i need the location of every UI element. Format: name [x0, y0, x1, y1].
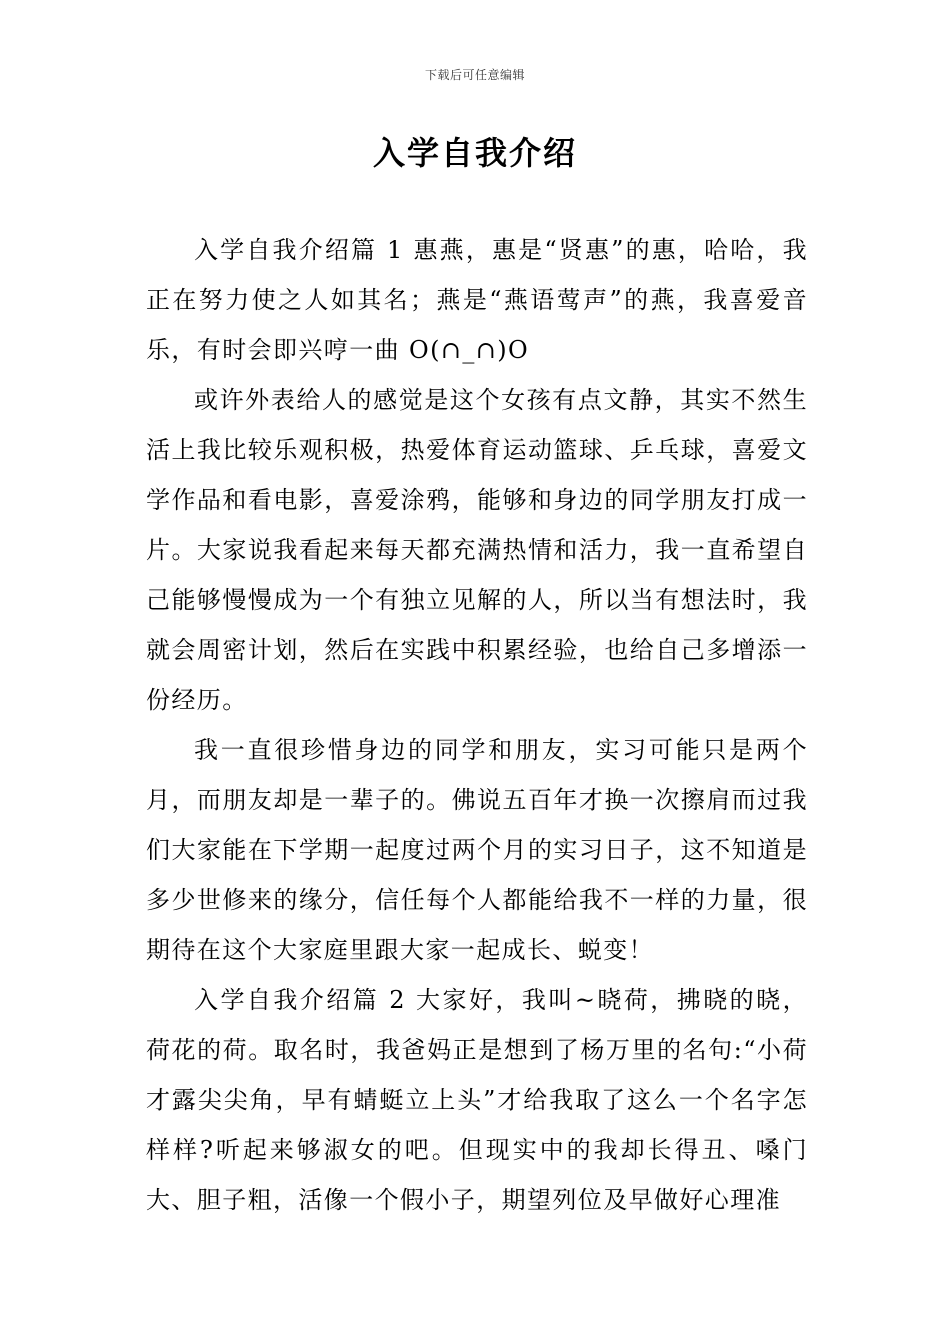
paragraph: 或许外表给人的感觉是这个女孩有点文静，其实不然生活上我比较乐观积极，热爱体育运动篮球、乒乓球，喜爱文学作品和看电影，喜爱涂鸦，能够和身边的同学朋友打成一片。大家说我看起来每天都充满热情和活力，我一直希望自己能够慢慢成为一个有独立见解的人，所以当有想法时，我就会周密计划，然后在实践中积累经验，也给自己多增添一份经历。 [146, 386, 808, 714]
page-header-note: 下载后可任意编辑 [424, 68, 525, 82]
paragraph: 入学自我介绍篇 1 惠燕，惠是“贤惠”的惠，哈哈，我正在努力使之人如其名；燕是“燕语莺声”的燕，我喜爱音乐，有时会即兴哼一曲 O(∩_∩)O [146, 236, 808, 364]
paragraph: 我一直很珍惜身边的同学和朋友，实习可能只是两个月，而朋友却是一辈子的。佛说五百年才换一次擦肩而过我们大家能在下学期一起度过两个月的实习日子，这不知道是多少世修来的缘分，信任每个人都能给我不一样的力量，很期待在这个大家庭里跟大家一起成长、蜕变！ [146, 736, 808, 964]
document-body [146, 225, 808, 1225]
document-title: 入学自我介绍 [372, 134, 577, 172]
paragraph: 入学自我介绍篇 2 大家好，我叫~晓荷，拂晓的晓，荷花的荷。取名时，我爸妈正是想到了杨万里的名句:“小荷才露尖尖角，早有蜻蜓立上头”才给我取了这么一个名字怎样样?听起来够淑女的吧。但现实中的我却长得丑、嗓门大、胆子粗，活像一个假小子，期望列位及早做好心理准 [146, 986, 808, 1214]
